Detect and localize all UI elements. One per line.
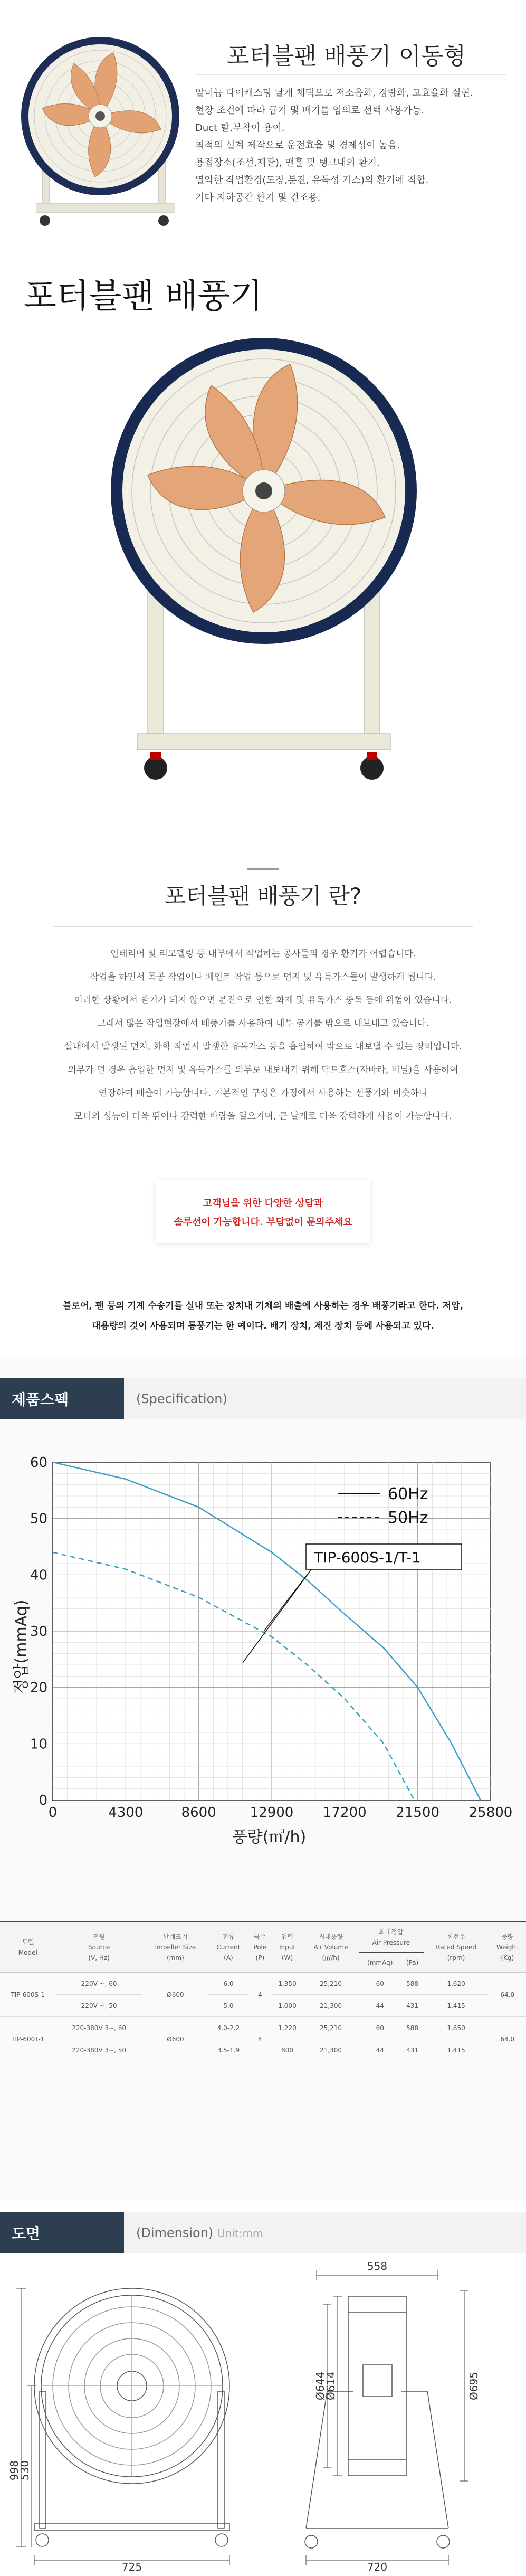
legend-60hz: 60Hz xyxy=(388,1485,428,1503)
x-axis-label: 풍량(㎥/h) xyxy=(232,1828,307,1846)
y-tick-label: 40 xyxy=(30,1567,47,1584)
y-tick-label: 60 xyxy=(30,1455,47,1471)
col-mmaq: (mmAq) xyxy=(359,1953,401,1973)
y-tick-label: 0 xyxy=(39,1793,47,1808)
y-tick-label: 50 xyxy=(30,1511,47,1527)
about-title: 포터블팬 배풍기 란? xyxy=(164,883,362,909)
dim-dia-outer: Ø644 xyxy=(314,2372,327,2400)
x-tick-label: 0 xyxy=(48,1805,58,1821)
dimension-section xyxy=(0,2201,526,2576)
about-line: 실내에서 발생된 먼지, 화학 작업시 발생한 유독가스 등을 흡입하여 밖으로 내보낼 수 있는 장비입니다. xyxy=(64,1041,462,1052)
feature-list xyxy=(195,84,517,206)
feature-item: 기타 지하공간 환기 및 건조용. xyxy=(195,192,321,203)
x-tick-label: 12900 xyxy=(250,1805,294,1821)
title-accent xyxy=(247,868,279,870)
about-line: 이러한 상황에서 환기가 되지 않으면 분진으로 인한 화재 및 유독가스 중독 등에 위험이 있습니다. xyxy=(74,995,452,1006)
description-line: 블로어, 팬 등의 기계 수송기를 실내 또는 장치내 기체의 배출에 사용하는 경우 배풍기라고 한다. 저압, xyxy=(62,1301,464,1311)
feature-item: 현장 조건에 따라 급기 및 배기를 임의로 선택 사용가능. xyxy=(195,105,425,116)
dim-height-total: 998 xyxy=(8,2460,21,2481)
about-line: 외부가 먼 경우 흡입한 먼지 및 유독가스를 외부로 내보내기 위해 닥트호스(자바라, 비닐)을 사용하여 xyxy=(68,1065,458,1075)
about-line: 인테리어 및 리모델링 등 내부에서 작업하는 공사들의 경우 환기가 어렵습니다. xyxy=(110,949,416,959)
y-tick-label: 30 xyxy=(30,1624,47,1640)
product-title: 포터블팬 배풍기 xyxy=(24,277,263,316)
col-weight: 중량 Weight (Kg) xyxy=(489,1922,526,1973)
intro-title: 포터블팬 배풍기 이동형 xyxy=(227,43,466,70)
x-tick-label: 25800 xyxy=(468,1805,513,1821)
spec-table-header xyxy=(0,1922,526,1953)
y-tick-label: 10 xyxy=(30,1736,47,1753)
feature-item: 열악한 작업환경(도장,분진, 유독성 가스)의 환기에 적합. xyxy=(195,175,429,186)
description-line: 대용량의 것이 사용되며 통풍기는 한 예이다. 배기 장치, 제진 장치 등에 사용되고 있다. xyxy=(92,1321,434,1331)
about-line: 연장하여 배출이 가능합니다. 기본적인 구성은 가정에서 사용하는 선풍기와 비슷하나 xyxy=(98,1088,428,1098)
about-line: 작업을 하면서 목공 작업이나 페인트 작업 등으로 먼지 및 유독가스들이 발생하게 됩니다. xyxy=(90,972,436,982)
about-section xyxy=(0,818,526,1357)
spec-heading: 제품스펙 xyxy=(12,1391,69,1408)
consult-line: 고객님을 위한 다양한 상담과 xyxy=(203,1198,323,1209)
dim-side-height: Ø695 xyxy=(467,2372,480,2400)
dimension-drawing xyxy=(8,2259,517,2573)
x-tick-labels xyxy=(49,1805,513,1821)
col-input: 입력 Input (W) xyxy=(272,1922,303,1973)
product-image-section xyxy=(0,248,526,818)
table-row: 220V ~, 50 5.0 1,000 21,300 44 431 1,415 xyxy=(0,1995,526,2017)
feature-item: Duct 탈,부착이 용이. xyxy=(195,122,285,134)
dimension-heading: 도면 xyxy=(12,2225,41,2242)
col-model: 모델 Model xyxy=(0,1922,56,1973)
spec-section xyxy=(0,1357,526,2201)
dim-width-front: 725 xyxy=(121,2561,142,2573)
consult-line: 솔루션이 가능합니다. 부담없이 문의주세요 xyxy=(174,1217,352,1228)
spec-heading-sub: (Specification) xyxy=(136,1391,227,1406)
about-line: 모터의 성능이 더욱 뛰어나 강력한 바람을 일으키며, 큰 날개로 더욱 강력하게 사용이 가능합니다. xyxy=(74,1111,452,1122)
table-row: TIP-600S-1 220V ~, 60 Ø600 6.0 4 1,350 25,210 60 588 1,620 64.0 xyxy=(0,1973,526,1995)
unit-label: Unit:mm xyxy=(217,2227,263,2240)
product-photo xyxy=(106,322,422,797)
side-view xyxy=(305,2296,450,2548)
intro-section xyxy=(0,0,526,232)
about-description xyxy=(0,1296,526,1336)
y-axis-label: 정압(mmAq) xyxy=(12,1599,31,1694)
col-source: 전원 Source (V, Hz) xyxy=(56,1922,142,1973)
feature-item: 알미늄 다이캐스팅 날개 채택으로 저소음화, 경량화, 고효율화 실현. xyxy=(195,88,473,99)
feature-item: 최적의 설계 제작으로 운전효율 및 경제성이 높음. xyxy=(195,140,400,151)
fan-thumbnail xyxy=(16,32,190,232)
dimension-heading-bar xyxy=(0,2212,526,2253)
divider xyxy=(195,74,506,75)
x-tick-label: 21500 xyxy=(396,1805,440,1821)
about-line: 그래서 많은 작업현장에서 배풍기를 사용하여 내부 공기를 밖으로 내보내고 있습니다. xyxy=(97,1018,429,1029)
col-size: 날개크기 Impeller Size (mm) xyxy=(142,1922,209,1973)
dim-dia-inner: Ø614 xyxy=(324,2372,337,2400)
x-tick-label: 4300 xyxy=(108,1805,144,1821)
spec-table xyxy=(0,1921,526,2061)
col-pa: (Pa) xyxy=(401,1953,423,1973)
divider xyxy=(53,926,473,927)
table-row: TIP-600T-1 220-380V 3~, 60 Ø600 4.0-2.2 4 1,220 25,210 60 588 1,650 64.0 xyxy=(0,2017,526,2039)
feature-item: 용접장소(조선,제관), 맨홀 및 탱크내의 환기. xyxy=(195,157,380,168)
front-view xyxy=(34,2288,229,2546)
spec-heading-bar xyxy=(0,1378,526,1419)
dim-top-width: 558 xyxy=(367,2260,388,2272)
y-tick-labels xyxy=(30,1455,47,1808)
model-annotation-text: TIP-600S-1/T-1 xyxy=(314,1549,421,1566)
x-tick-label: 8600 xyxy=(181,1805,216,1821)
col-current: 전류 Current (A) xyxy=(208,1922,248,1973)
consult-banner[interactable] xyxy=(156,1180,370,1243)
table-row: 220-380V 3~, 50 3.5-1.9 800 21,300 44 431 1,415 xyxy=(0,2039,526,2061)
dimension-heading-sub: (Dimension) Unit:mm xyxy=(136,2225,263,2240)
col-pressure: 최대정압 Air Pressure xyxy=(359,1922,424,1953)
legend-50hz: 50Hz xyxy=(388,1509,428,1527)
x-tick-label: 17200 xyxy=(322,1805,367,1821)
about-paragraphs xyxy=(0,942,526,1128)
col-pole: 극수 Pole (P) xyxy=(248,1922,272,1973)
y-tick-label: 20 xyxy=(30,1680,47,1696)
dim-width-side: 720 xyxy=(367,2561,388,2573)
performance-chart xyxy=(12,1441,513,1848)
dim-height-center: 530 xyxy=(18,2460,31,2481)
col-volume: 최대풍량 Air Volume (㎥/h) xyxy=(303,1922,359,1973)
col-rpm: 회전수 Rated Speed (rpm) xyxy=(424,1922,489,1973)
